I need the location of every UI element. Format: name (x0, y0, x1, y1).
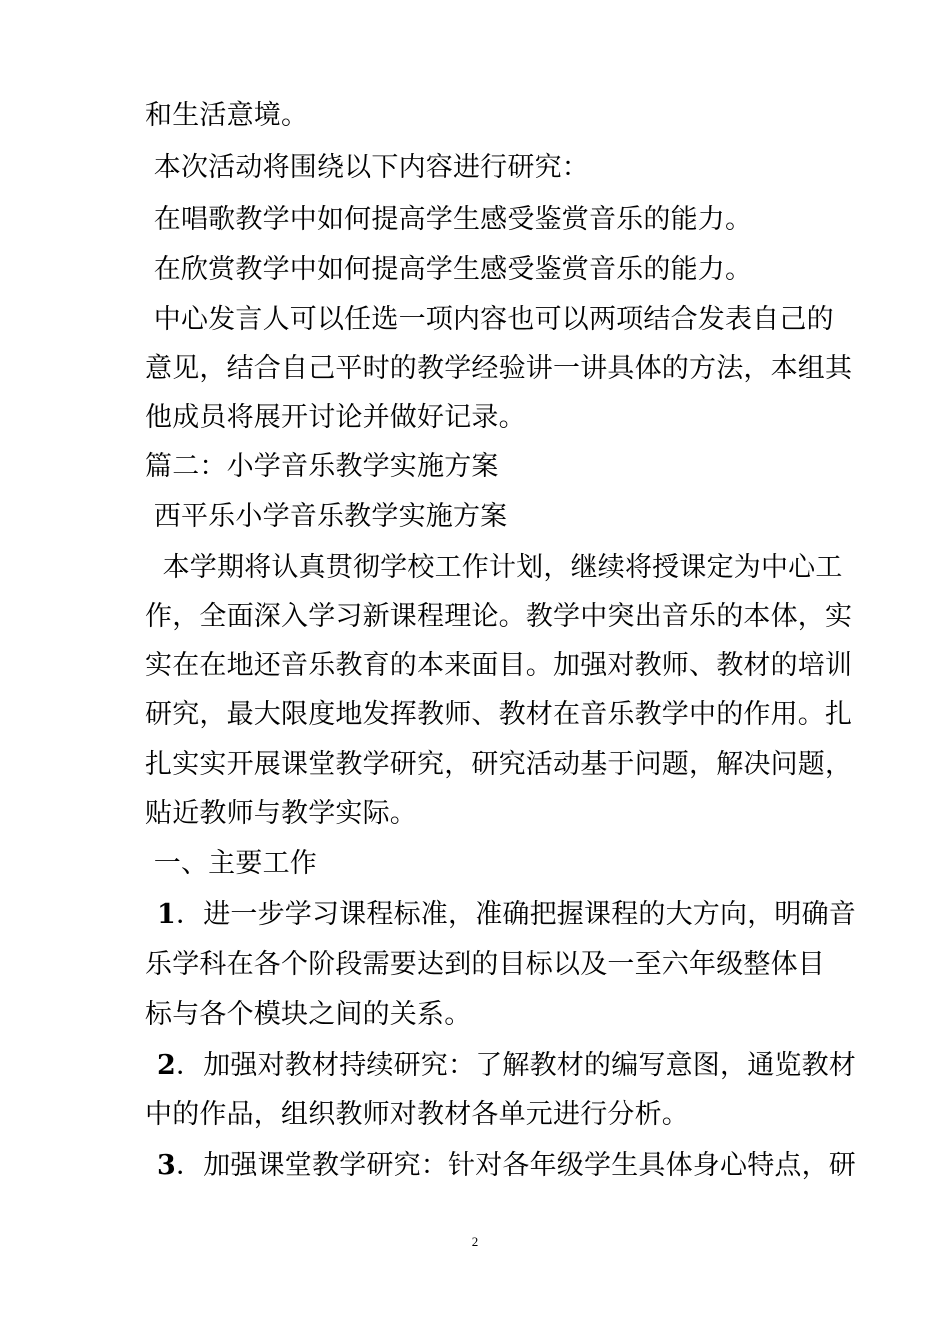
list-item-text: ．进一步学习课程标准，准确把握课程的大方向，明确音 (176, 899, 856, 930)
list-item-text: ．加强对教材持续研究：了解教材的编写意图，通览教材 (176, 1050, 856, 1081)
text-line: 和生活意境。 (145, 100, 309, 131)
list-number: 1 (157, 899, 176, 930)
text-line: 中的作品，组织教师对教材各单元进行分析。 (145, 1099, 689, 1130)
text-line: 他成员将展开讨论并做好记录。 (145, 402, 526, 433)
text-line: 本学期将认真贯彻学校工作计划，继续将授课定为中心工 (145, 552, 843, 583)
text-line: 扎实实开展课堂教学研究，研究活动基于问题，解决问题， (145, 749, 853, 780)
list-number: 3 (157, 1150, 176, 1181)
text-line: 作，全面深入学习新课程理论。教学中突出音乐的本体，实 (145, 601, 853, 632)
text-line: 在唱歌教学中如何提高学生感受鉴赏音乐的能力。 (145, 204, 753, 235)
text-line: 中心发言人可以任选一项内容也可以两项结合发表自己的 (145, 304, 834, 335)
text-line: 在欣赏教学中如何提高学生感受鉴赏音乐的能力。 (145, 254, 753, 285)
list-item (145, 1040, 856, 1092)
list-item (145, 889, 856, 941)
text-line: 实在在地还音乐教育的本来面目。加强对教师、教材的培训 (145, 650, 853, 681)
text-line: 研究，最大限度地发挥教师、教材在音乐教学中的作用。扎 (145, 699, 853, 730)
section-heading: 篇二：小学音乐教学实施方案 (145, 451, 499, 482)
list-number: 2 (157, 1050, 176, 1081)
document-title: 西平乐小学音乐教学实施方案 (145, 501, 508, 532)
list-item (145, 1140, 856, 1192)
text-line: 乐学科在各个阶段需要达到的目标以及一至六年级整体目 (145, 949, 825, 980)
list-item-text: ．加强课堂教学研究：针对各年级学生具体身心特点，研 (176, 1150, 856, 1181)
page-number: 2 (471, 1234, 479, 1249)
text-line: 本次活动将围绕以下内容进行研究： (145, 152, 589, 183)
text-line: 意见，结合自己平时的教学经验讲一讲具体的方法，本组其 (145, 353, 853, 384)
subsection-heading: 一、主要工作 (145, 848, 317, 879)
text-line: 标与各个模块之间的关系。 (145, 999, 472, 1030)
text-line: 贴近教师与教学实际。 (145, 798, 417, 829)
